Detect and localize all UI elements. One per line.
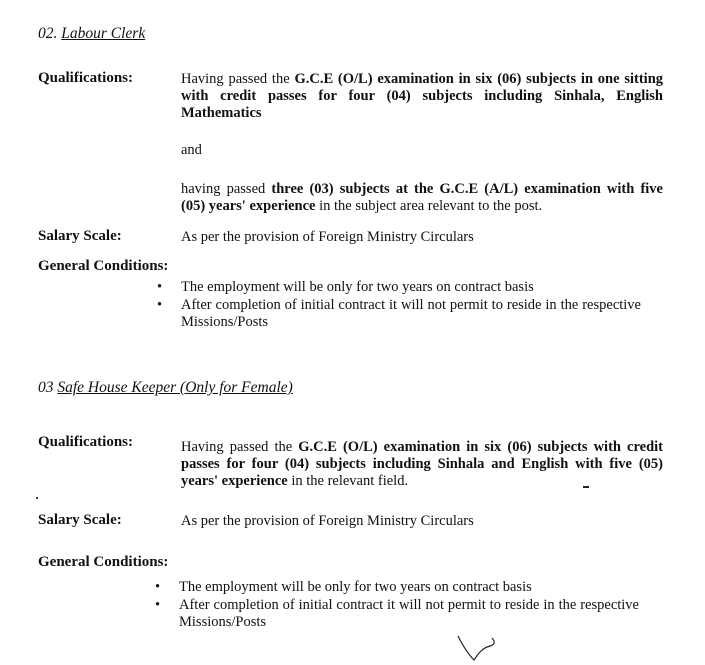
bullet: •: [157, 297, 163, 313]
qualifications-text: Having passed the G.C.E (O/L) examination in six (06) subjects in one sitting with credit passes for four (04) subjects including Sinhala, English Mathematics: [181, 71, 664, 121]
qualifications-label: Qualifications:: [38, 70, 134, 86]
stray-dot: [36, 497, 38, 499]
and-text: and: [181, 142, 202, 158]
salary-scale-label: Salary Scale:: [38, 228, 122, 244]
bullet: •: [155, 597, 161, 613]
section-title: Labour Clerk: [61, 25, 146, 42]
qualifications-text-2: having passed three (03) subjects at the G.C.E (A/L) examination with five (05) years' experience in the subject area relevant to the post.: [181, 181, 663, 214]
section-number: 03: [38, 379, 54, 396]
salary-scale-text: As per the provision of Foreign Ministry Circulars: [181, 513, 474, 529]
general-conditions-label: General Conditions:: [38, 554, 169, 570]
stray-mark: [583, 486, 589, 488]
qualifications-label: Qualifications:: [38, 434, 134, 450]
conditions-list: [155, 579, 639, 632]
section-number: 02.: [38, 25, 58, 42]
list-item: • After completion of initial contract it will not permit to reside in the respective Missions/Posts: [157, 297, 641, 330]
general-conditions-label: General Conditions:: [38, 258, 169, 274]
section-title: Safe House Keeper (Only for Female): [57, 379, 293, 396]
bullet: •: [157, 279, 163, 295]
salary-scale-label: Salary Scale:: [38, 512, 122, 528]
section-heading-labour-clerk: [38, 25, 145, 42]
list-item: • The employment will be only for two years on contract basis: [155, 579, 532, 595]
section-heading-safe-house-keeper: [38, 379, 293, 396]
conditions-list: [157, 279, 641, 332]
signature-mark: [452, 630, 502, 664]
list-item: • After completion of initial contract it will not permit to reside in the respective Missions/Posts: [155, 597, 639, 630]
list-item: • The employment will be only for two years on contract basis: [157, 279, 534, 295]
salary-scale-text: As per the provision of Foreign Ministry Circulars: [181, 229, 474, 245]
bullet: •: [155, 579, 161, 595]
qualifications-text: Having passed the G.C.E (O/L) examination in six (06) subjects with credit passes for four (04) subjects including Sinhala and English with five (05) years' experience in the relevant field.: [181, 439, 663, 489]
